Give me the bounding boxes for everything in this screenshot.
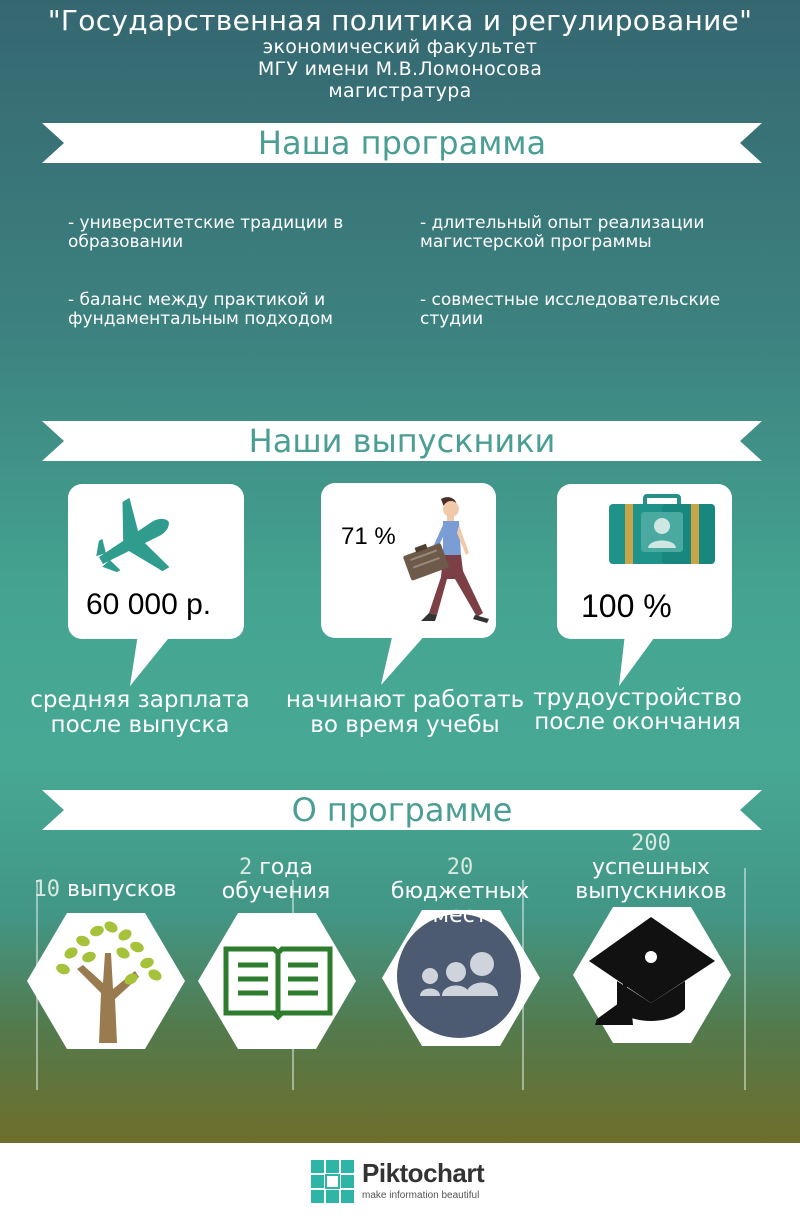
employment-caption-line1: трудоустройство	[533, 685, 742, 711]
salary-caption-line1: средняя зарплата	[30, 687, 250, 713]
employment-caption	[530, 686, 745, 734]
working-value: 71 %	[341, 523, 396, 550]
employment-value: 100 %	[581, 588, 672, 624]
stat-alumni-number: 200	[631, 831, 671, 856]
stat-graduations	[20, 878, 190, 902]
stat-alumni-label2: выпускников	[575, 879, 727, 904]
people-icon	[397, 914, 521, 1038]
working-caption-line2: во время учебы	[310, 712, 500, 738]
salary-caption	[10, 688, 270, 738]
years-hexagon	[198, 913, 356, 1049]
stat-graduations-label: выпусков	[59, 877, 177, 902]
program-bullet-studios: - совместные исследовательские студии	[420, 290, 721, 329]
working-bubble	[321, 483, 496, 688]
stat-budget-label: бюджетных	[390, 879, 530, 904]
working-caption	[270, 688, 540, 738]
stat-alumni	[566, 832, 736, 904]
employment-bubble	[557, 484, 732, 694]
timeline-line	[744, 868, 746, 1090]
stat-years-label: года	[252, 855, 313, 880]
footer-tagline: make information beautiful	[362, 1190, 480, 1201]
about-heading: О программе	[291, 791, 513, 829]
program-bullet-balance: - баланс между практикой и фундаментальным подходом	[68, 290, 333, 329]
program-bullet-traditions: - университетские традиции в образовании	[68, 213, 344, 252]
employment-caption-line2: после окончания	[534, 709, 741, 735]
program-ribbon	[42, 123, 762, 163]
alumni-hexagon	[573, 907, 731, 1043]
program-bullet-experience: - длительный опыт реализации магистерской программы	[420, 213, 705, 252]
faculty-line: экономический факультет	[262, 36, 538, 58]
stat-budget	[378, 856, 542, 928]
budget-hexagon	[382, 910, 540, 1046]
walking-man-icon	[403, 493, 493, 625]
stat-years-number: 2	[239, 855, 253, 880]
salary-bubble	[68, 484, 244, 694]
stat-years-label2: обучения	[221, 879, 331, 904]
program-heading: Наша программа	[257, 124, 547, 162]
footer-brand[interactable]: Piktochart	[362, 1158, 485, 1188]
degree-line: магистратура	[328, 80, 472, 102]
stat-budget-number: 20	[446, 855, 474, 880]
stat-graduations-number: 10	[33, 877, 60, 902]
about-ribbon	[42, 790, 762, 830]
airplane-icon	[90, 498, 176, 586]
graduates-ribbon	[42, 421, 762, 461]
page-title: "Государственная политика и регулирование"	[47, 4, 753, 37]
briefcase-icon	[609, 494, 715, 566]
salary-value: 60 000 р.	[86, 588, 212, 621]
university-line: МГУ имени М.В.Ломоносова	[257, 58, 543, 80]
salary-caption-line2: после выпуска	[50, 712, 230, 738]
stat-budget-label2: мест	[432, 903, 488, 928]
stat-years	[196, 856, 356, 904]
graduations-hexagon	[27, 913, 185, 1049]
piktochart-logo-icon	[311, 1160, 355, 1204]
graduates-heading: Наши выпускники	[248, 422, 556, 460]
working-caption-line1: начинают работать	[285, 687, 525, 713]
stat-alumni-label: успешных	[592, 855, 710, 880]
